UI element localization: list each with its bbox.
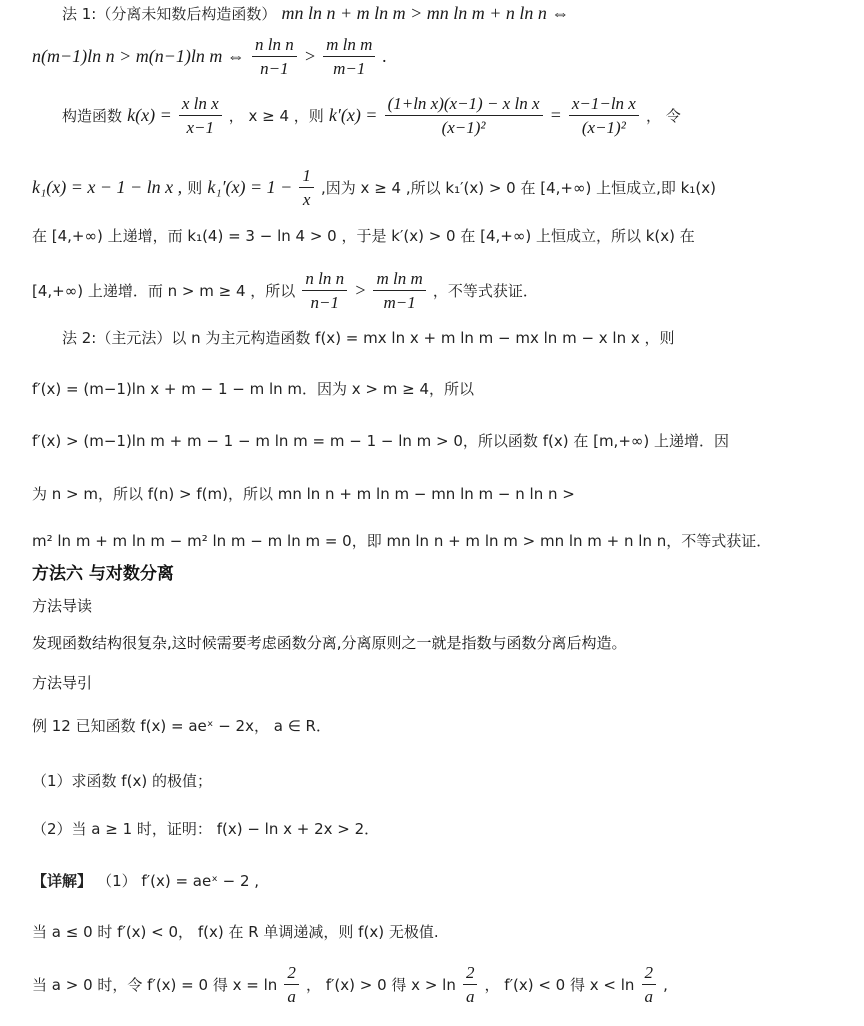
solution-line1: 【详解】 （1） f′(x) = aeˣ − 2 , (32, 872, 260, 890)
fraction: $\frac{\text{x ln x}}{x-1}$ (179, 93, 222, 140)
method2-line3: f′(x) > (m−1)ln m + m − 1 − m ln m = m − 1 − ln m > 0，所以函数 f(x) 在 [m,+∞) 上递增．因 (32, 432, 730, 450)
fraction: $\frac{\text{(1+ln x)(x−1) − x ln x}}{\text{(x−1)²}}$ (385, 93, 543, 140)
section-heading: 方法六 与对数分离 (32, 564, 174, 584)
fraction: $\frac{2}{a}$ (284, 962, 299, 1009)
method1-label: 法 1:（分离未知数后构造函数） (62, 5, 277, 23)
method1-line6: [4,+∞) 上递增．而 n > m ≥ 4 ，所以 $\frac{\text{n ln n}}{n-1}$ > $\frac{\text{m ln m}}{m-1}$ ，不等式获证． (32, 268, 538, 315)
method1-line1 (62, 2, 569, 25)
fraction: $\frac{2}{a}$ (642, 962, 657, 1009)
fraction: $\frac{\text{x−1−ln x}}{\text{(x−1)²}}$ (569, 93, 639, 140)
fraction: $\frac{\text{m ln m}}{m-1}$ (323, 34, 375, 81)
fraction: $\frac{\text{m ln m}}{m-1}$ (373, 268, 425, 315)
method2-line4: 为 n > m，所以 f(n) > f(m)，所以 mn ln n + m ln m − mn ln m − n ln n > (32, 485, 575, 503)
solution-label: 【详解】 (32, 872, 93, 890)
method1-line5: 在 [4,+∞) 上递增，而 k₁(4) = 3 − ln 4 > 0 ，于是 k′(x) > 0 在 [4,+∞) 上恒成立，所以 k(x) 在 (32, 227, 695, 245)
fraction: $\frac{1}{x}$ (299, 165, 314, 212)
fraction: $\frac{\text{n ln n}}{n-1}$ (252, 34, 297, 81)
method2-line2: f′(x) = (m−1)ln x + m − 1 − m ln m．因为 x > m ≥ 4，所以 (32, 380, 475, 398)
math-expression: mn ln n + m ln m > mn ln m + n ln n ⇔ (281, 3, 570, 23)
solution-line3: 当 a > 0 时，令 f′(x) = 0 得 x = ln $\frac{2}{a}$ ， f′(x) > 0 得 x > ln $\frac{2}{a}$ ， f′(x) < 0 得 x < ln $\frac{2}{a}$ , (32, 962, 668, 1009)
method1-line3: 构造函数 k(x) = $\frac{\text{x ln x}}{x-1}$ ， x ≥ 4 ，则 k′(x) = $\frac{\text{(1+ln x)(x−1) − x ln x}}{\text{(x−1)²}}$ = $\frac{\text{x−1−ln x}}{\text{(x−1)²}}$ ， 令 (62, 93, 681, 140)
guide-read-title: 方法导读 (32, 597, 93, 615)
method1-line2: n(m−1)ln n > m(n−1)ln m ⇔ $\frac{\text{n ln n}}{n-1}$ > $\frac{\text{m ln m}}{m-1}$ . (32, 34, 387, 81)
fraction: $\frac{2}{a}$ (463, 962, 478, 1009)
guide-lead-title: 方法导引 (32, 674, 93, 692)
math-expression: n(m−1)ln n > m(n−1)ln m ⇔ (32, 46, 245, 66)
solution-line2: 当 a ≤ 0 时 f′(x) < 0， f(x) 在 R 单调递减，则 f(x) 无极值. (32, 923, 439, 941)
method2-line1: 法 2:（主元法）以 n 为主元构造函数 f(x) = mx ln x + m ln m − mx ln m − x ln x ，则 (62, 329, 675, 347)
method1-line4: k₁(x) = x − 1 − ln x , 则 k₁′(x) = 1 − $\frac{1}{x}$ ,因为 x ≥ 4 ,所以 k₁′(x) > 0 在 [4,+∞) 上恒成立,即 k₁(x) (32, 165, 716, 212)
method2-line5: m² ln m + m ln m − m² ln m − m ln m = 0，即 mn ln n + m ln m > mn ln m + n ln n，不等式获证． (32, 532, 772, 550)
example-question-1: （1）求函数 f(x) 的极值； (32, 772, 212, 790)
example-question-2: （2）当 a ≥ 1 时，证明： f(x) − ln x + 2x > 2． (32, 820, 380, 838)
example-title: 例 12 已知函数 f(x) = aeˣ − 2x， a ∈ R． (32, 717, 331, 735)
fraction: $\frac{\text{n ln n}}{n-1}$ (302, 268, 347, 315)
guide-read-text: 发现函数结构很复杂,这时候需要考虑函数分离,分离原则之一就是指数与函数分离后构造。 (32, 634, 627, 652)
